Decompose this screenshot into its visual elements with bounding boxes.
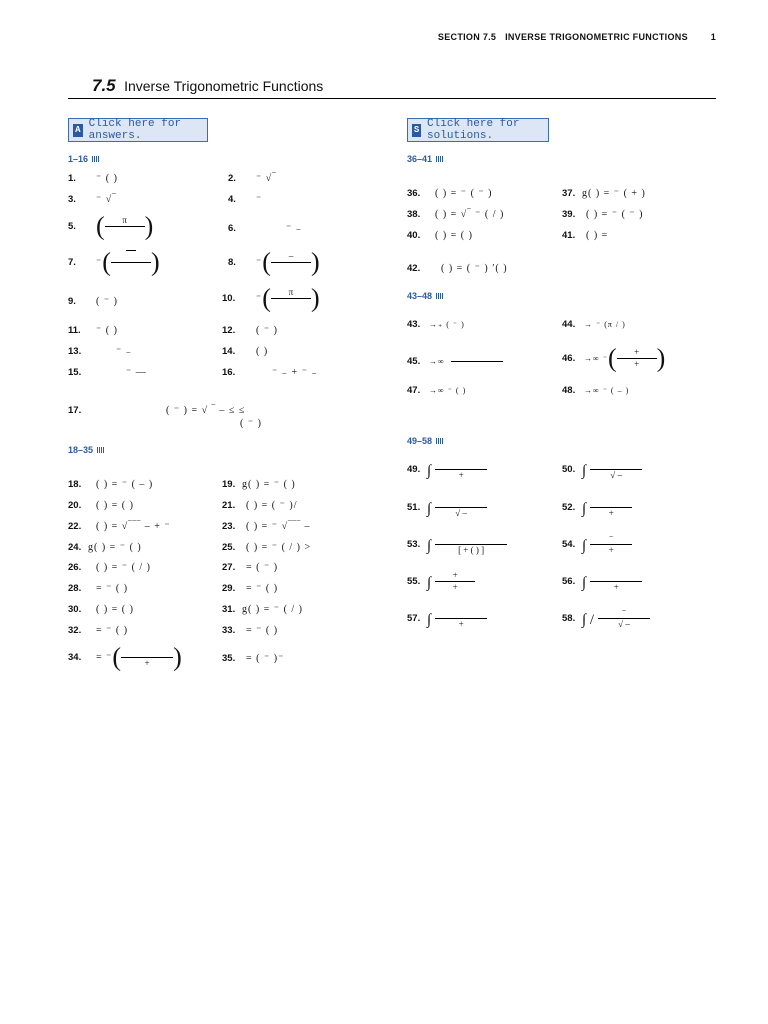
exercise: 9. ( ⁻ ) [68,296,118,307]
bars-icon [436,438,444,444]
range-heading: 43–48 [407,291,444,301]
exercise-continuation: ( ⁻ ) [240,418,262,429]
exercise: 28. = ⁻ ( ) [68,583,129,594]
section-number: 7.5 [92,76,116,95]
answers-icon: A [73,124,83,137]
section-topic: INVERSE TRIGONOMETRIC FUNCTIONS [505,32,688,42]
exercise: 12. ( ⁻ ) [222,325,278,336]
exercise: 6. ⁻ ₋ [228,223,303,234]
exercise: 52. ∫ + [562,496,632,519]
exercise: 8. ⁻( – ) [228,247,320,277]
exercise: 7. ⁻( ) [68,247,160,277]
exercise: 5. ( π ) [68,211,154,241]
exercise: 39. ( ) = ⁻ ( ⁻ ) [562,209,644,220]
exercise: 10. ⁻( π ) [222,283,320,313]
exercise: 14. ( ) [222,346,269,357]
exercise: 50. ∫ √ – [562,458,642,481]
exercise: 31. g( ) = ⁻ ( / ) [222,604,304,615]
exercise: 38. ( ) = √‾ ⁻ ( / ) [407,209,505,220]
exercise: 45. →∞ [407,350,503,373]
exercise: 35. = ( ⁻ )⁻ [222,653,285,664]
exercise: 33. = ⁻ ( ) [222,625,279,636]
exercise: 20. ( ) = ( ) [68,500,134,511]
range-heading: 18–35 [68,445,105,455]
exercise: 47. →∞ ⁻ ( ) [407,385,467,396]
exercise: 23. ( ) = ⁻ √‾‾‾ – [222,521,311,532]
exercise: 37. g( ) = ⁻ ( + ) [562,188,646,199]
exercise: 51. ∫ √ – [407,496,487,519]
exercise: 18. ( ) = ⁻ ( – ) [68,479,154,490]
exercise: 56. ∫ + [562,570,642,593]
running-header [438,32,716,42]
exercise: 3. ⁻ √‾ [68,194,117,205]
exercise: 41. ( ) = [562,230,609,241]
title-rule [68,98,716,99]
exercise: 19. g( ) = ⁻ ( ) [222,479,296,490]
exercise: 58. ∫ / $\frac{^-}{√ -}$ [562,607,650,630]
exercise: 26. ( ) = ⁻ ( / ) [68,562,152,573]
range-heading: 36–41 [407,154,444,164]
exercise: 54. ∫ $\frac{^-}{+}$ [562,533,632,556]
section-title: Inverse Trigonometric Functions [124,78,324,94]
exercise: 46. →∞ ⁻( $\frac{+}{+}$ ) [562,343,666,373]
exercise: 57. ∫ + [407,607,487,630]
exercise: 11. ⁻ ( ) [68,325,118,336]
exercise: 40. ( ) = ( ) [407,230,473,241]
exercise: 16. ⁻ ₋ + ⁻ ₋ [222,367,318,378]
range-heading: 1–16 [68,154,100,164]
exercise: 49. ∫ + [407,458,487,481]
exercise: 53. ∫ [ + ( ) ] [407,533,507,556]
exercise: 24. g( ) = ⁻ ( ) [68,542,142,553]
exercise: 55. ∫ $\frac{+}{+}$ [407,570,475,593]
exercise: 25. ( ) = ⁻ ( / ) > [222,542,312,553]
exercise: 36. ( ) = ⁻ ( ⁻ ) [407,188,493,199]
exercise: 27. = ( ⁻ ) [222,562,279,573]
answers-button[interactable] [68,118,208,142]
exercise: 32. = ⁻ ( ) [68,625,129,636]
bars-icon [436,156,444,162]
exercise: 44. → ⁻ (π / ) [562,319,626,330]
section-label: SECTION 7.5 [437,32,497,42]
exercise: 43. →₊ ( ⁻ ) [407,319,465,330]
exercise: 13. ⁻ ₋ [68,346,133,357]
exercise: 4. ⁻ [228,194,263,205]
range-heading: 49–58 [407,436,444,446]
exercise: 30. ( ) = ( ) [68,604,134,615]
bars-icon [436,293,444,299]
exercise: 22. ( ) = √‾‾‾ – + ⁻ [68,521,171,532]
exercise: 2. ⁻ √‾ [228,173,277,184]
exercise: 34. = ⁻( + ) [68,642,182,672]
solutions-label: Click here for solutions. [427,118,520,142]
exercise: 1. ⁻ ( ) [68,173,118,184]
solutions-icon: S [413,124,420,135]
exercise: 15. ⁻ ― [68,367,147,378]
bars-icon [92,156,100,162]
answers-label: Click here for answers. [88,118,182,142]
exercise: 29. = ⁻ ( ) [222,583,279,594]
exercise: 48. →∞ ⁻ ( – ) [562,385,630,396]
page-title [92,76,323,96]
page-number: 1 [710,32,716,42]
exercise: 21. ( ) = ( ⁻ )/ [222,500,298,511]
exercise: 42. ( ) = ( ⁻ ) ′( ) [407,263,508,274]
exercise: 17. ( ⁻ ) = √ ‾ – ≤ ≤ [68,405,246,416]
bars-icon [97,447,105,453]
solutions-button[interactable] [407,118,549,142]
